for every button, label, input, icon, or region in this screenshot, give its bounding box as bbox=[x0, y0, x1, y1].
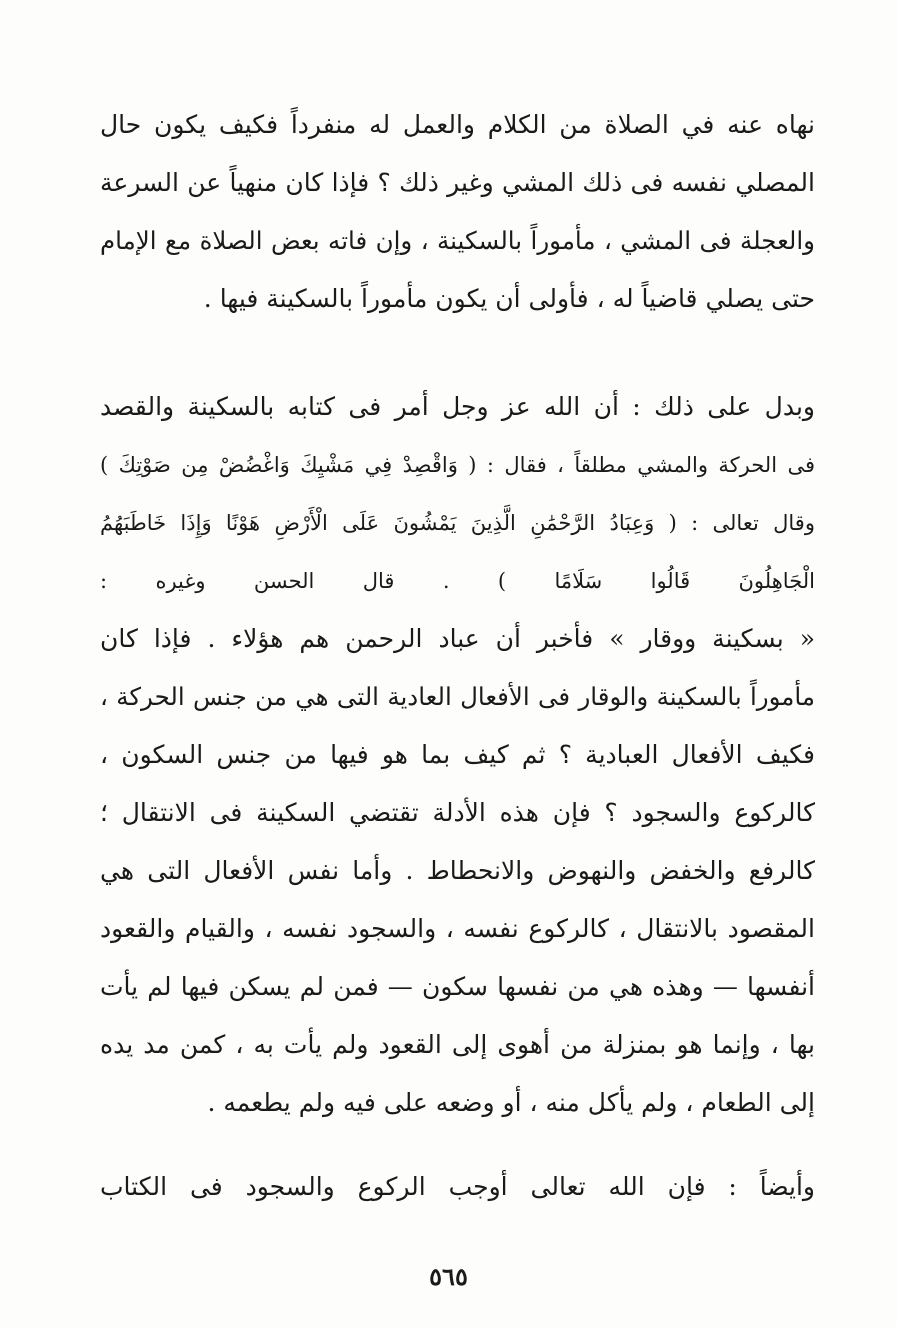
paragraph-3 bbox=[100, 1158, 815, 1216]
text-line: « بسكينة ووقار » فأخبر أن عباد الرحمن هم هؤلاء . فإذا كان bbox=[100, 624, 815, 653]
text-line: مأموراً بالسكينة والوقار فى الأفعال العادية التى هي من جنس الحركة ، bbox=[100, 682, 815, 711]
text-line: والعجلة فى المشي ، مأموراً بالسكينة ، وإن فاته بعض الصلاة مع الإمام bbox=[100, 226, 815, 255]
page-number: ٥٦٥ bbox=[429, 1262, 468, 1291]
paragraph-2 bbox=[100, 378, 815, 1132]
text-line: إلى الطعام ، ولم يأكل منه ، أو وضعه على فيه ولم يطعمه . bbox=[207, 1088, 815, 1117]
text-line-with-verse: فى الحركة والمشي مطلقاً ، فقال : ( وَاقْصِدْ فِي مَشْيِكَ وَاغْضُضْ مِن صَوْتِكَ ) bbox=[100, 453, 815, 477]
text-line-with-verse: الْجَاهِلُونَ قَالُوا سَلَامًا ) . قال الحسن وغيره : bbox=[100, 569, 815, 593]
text-line: فكيف الأفعال العبادية ؟ ثم كيف بما هو فيها من جنس السكون ، bbox=[100, 740, 815, 769]
paragraph-1 bbox=[100, 96, 815, 328]
text-line: كالرفع والخفض والنهوض والانحطاط . وأما نفس الأفعال التى هي bbox=[100, 856, 815, 885]
text-line: المصلي نفسه فى ذلك المشي وغير ذلك ؟ فإذا كان منهياً عن السرعة bbox=[100, 168, 815, 197]
text-line: أنفسها — وهذه هي من نفسها سكون — فمن لم يسكن فيها لم يأت bbox=[100, 972, 815, 1001]
text-line: نهاه عنه في الصلاة من الكلام والعمل له منفرداً فكيف يكون حال bbox=[100, 110, 815, 139]
text-line-with-verse: وقال تعالى : ( وَعِبَادُ الرَّحْمَٰنِ الَّذِينَ يَمْشُونَ عَلَى الْأَرْضِ هَوْنًا وَإِذَا خَاطَبَهُمُ bbox=[100, 511, 815, 535]
text-line: حتى يصلي قاضياً له ، فأولى أن يكون مأموراً بالسكينة فيها . bbox=[203, 284, 815, 313]
text-line: وبدل على ذلك : أن الله عز وجل أمر فى كتابه بالسكينة والقصد bbox=[100, 392, 815, 421]
text-line: وأيضاً : فإن الله تعالى أوجب الركوع والسجود فى الكتاب bbox=[100, 1172, 815, 1201]
text-line: كالركوع والسجود ؟ فإن هذه الأدلة تقتضي السكينة فى الانتقال ؛ bbox=[100, 798, 815, 827]
text-line: بها ، وإنما هو بمنزلة من أهوى إلى القعود ولم يأت به ، كمن مد يده bbox=[100, 1030, 815, 1059]
text-line: المقصود بالانتقال ، كالركوع نفسه ، والسجود نفسه ، والقيام والقعود bbox=[100, 914, 815, 943]
